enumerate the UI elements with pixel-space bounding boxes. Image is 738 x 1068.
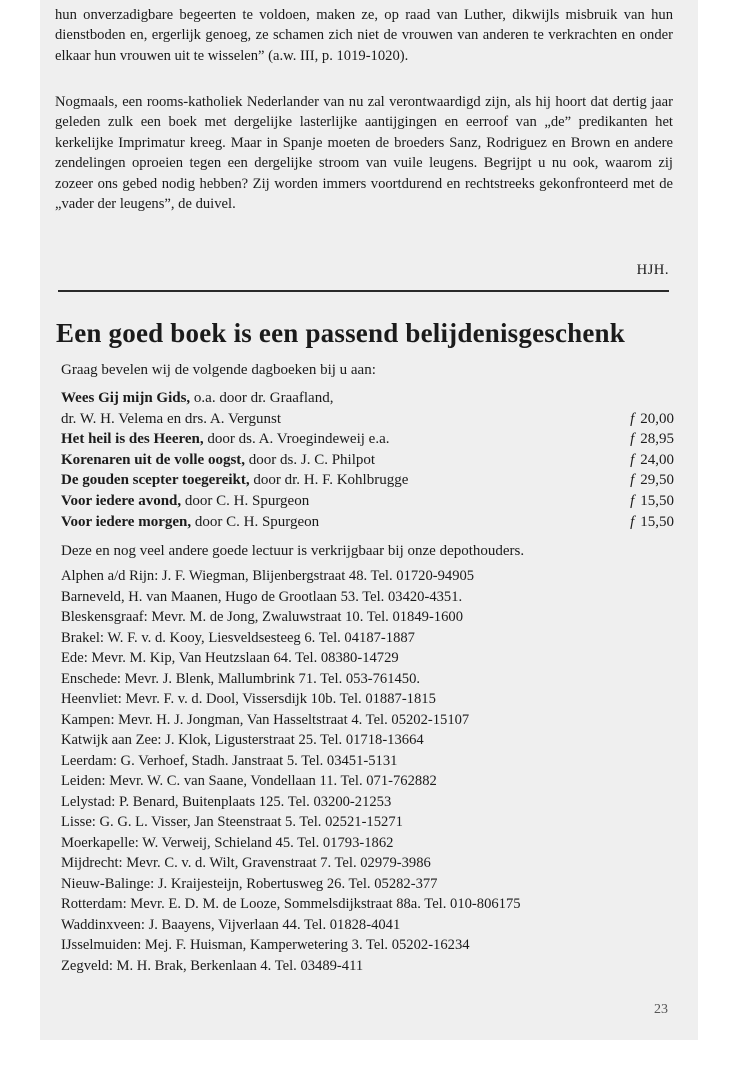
- depot-item: Waddinxveen: J. Baayens, Vijverlaan 44. Tel. 01828-4041: [61, 916, 401, 933]
- book-item: [61, 429, 674, 450]
- book-authors: door C. H. Spurgeon: [191, 513, 320, 530]
- article-paragraph-2: Nogmaals, een rooms-katholiek Nederlander van nu zal verontwaardigd zijn, als hij hoort dat dertig jaar geleden zulk een boek met dergelijke lasterlijke aantijgingen en eerroof van „de” predikanten het kerkelijke Imprimatur kreeg. Maar in Spanje moeten de broeders Sanz, Rodriguez en Brown en andere zendelingen oproeien tegen een dergelijke stroom van vuile leugens. Begrijpt u nu ook, waarom zij zozeer ons gebed nodig hebben? Zij worden immers voortdurend en rechtstreeks gekonfronteerd met de „vader der leugens”, de duivel.: [55, 94, 673, 213]
- bottom-margin: [0, 1040, 738, 1068]
- book-price: f 15,50: [630, 492, 674, 509]
- depot-item: Moerkapelle: W. Verweij, Schieland 45. Tel. 01793-1862: [61, 834, 394, 851]
- book-item: [61, 491, 674, 512]
- book-title: Wees Gij mijn Gids,: [61, 390, 191, 406]
- book-price: f 24,00: [630, 451, 674, 468]
- book-title: De gouden scepter toegereikt,: [61, 472, 250, 489]
- depot-item: Mijdrecht: Mevr. C. v. d. Wilt, Gravenstraat 7. Tel. 02979-3986: [61, 855, 431, 871]
- book-authors: door ds. J. C. Philpot: [245, 451, 376, 468]
- book-title: Het heil is des Heeren,: [61, 431, 204, 448]
- depot-item: Heenvliet: Mevr. F. v. d. Dool, Vissersdijk 10b. Tel. 01887-1815: [61, 691, 436, 707]
- depot-item: Zegveld: M. H. Brak, Berkenlaan 4. Tel. 03489-411: [61, 957, 364, 974]
- book-item: [61, 388, 674, 409]
- depot-list: [61, 566, 521, 976]
- book-title: Voor iedere morgen,: [61, 513, 192, 530]
- currency-symbol: f: [630, 472, 635, 489]
- currency-symbol: f: [630, 492, 635, 509]
- book-list: [61, 388, 674, 532]
- depot-item: IJsselmuiden: Mej. F. Huisman, Kamperwetering 3. Tel. 05202-16234: [61, 937, 470, 953]
- depot-item: Kampen: Mevr. H. J. Jongman, Van Hasseltstraat 4. Tel. 05202-15107: [61, 711, 470, 728]
- book-title: Korenaren uit de volle oogst,: [61, 451, 246, 468]
- section-divider: [58, 290, 669, 292]
- currency-symbol: f: [630, 431, 635, 448]
- depot-item: Alphen a/d Rijn: J. F. Wiegman, Blijenbergstraat 48. Tel. 01720-94905: [61, 568, 475, 584]
- depot-item: Katwijk aan Zee: J. Klok, Ligusterstraat 25. Tel. 01718-13664: [61, 732, 424, 748]
- depot-item: Brakel: W. F. v. d. Kooy, Liesveldsesteeg 6. Tel. 04187-1887: [61, 629, 415, 646]
- currency-symbol: f: [630, 410, 635, 427]
- depot-item: Nieuw-Balinge: J. Kraijesteijn, Robertusweg 26. Tel. 05282-377: [61, 875, 438, 892]
- book-price: f 20,00: [630, 410, 674, 427]
- depot-item: Bleskensgraaf: Mevr. M. de Jong, Zwaluwstraat 10. Tel. 01849-1600: [61, 609, 463, 625]
- book-price: f 29,50: [630, 472, 674, 489]
- book-authors: dr. W. H. Velema en drs. A. Vergunst: [61, 410, 281, 427]
- book-authors: o.a. door dr. Graafland,: [190, 390, 334, 406]
- article-paragraph-1: hun onverzadigbare begeerten te voldoen, maken ze, op raad van Luther, dikwijls misbruik van hun dienstboden en, ergerlijk genoeg, ze schamen zich niet de vrouwen van anderen te verkrachten en onder elkaar hun vrouwen uit te wisselen” (a.w. III, p. 1019-1020).: [55, 7, 673, 64]
- depot-item: Lisse: G. G. L. Visser, Jan Steenstraat 5. Tel. 02521-15271: [61, 814, 403, 830]
- book-authors: door dr. H. F. Kohlbrugge: [249, 472, 409, 489]
- depot-item: Ede: Mevr. M. Kip, Van Heutzslaan 64. Tel. 08380-14729: [61, 650, 399, 666]
- book-item: [61, 512, 674, 533]
- depot-item: Barneveld, H. van Maanen, Hugo de Grootlaan 53. Tel. 03420-4351.: [61, 588, 463, 605]
- depot-item: Leiden: Mevr. W. C. van Saane, Vondellaan 11. Tel. 071-762882: [61, 773, 437, 789]
- book-item: [61, 409, 674, 430]
- book-price: f 15,50: [630, 513, 674, 530]
- left-margin: [0, 0, 40, 1068]
- book-item: [61, 470, 674, 491]
- book-price: f 28,95: [630, 431, 674, 448]
- depot-item: Lelystad: P. Benard, Buitenplaats 125. Tel. 03200-21253: [61, 793, 392, 810]
- book-title: Voor iedere avond,: [61, 492, 182, 509]
- depot-item: Enschede: Mevr. J. Blenk, Mallumbrink 71. Tel. 053-761450.: [61, 670, 421, 687]
- article-signature: HJH.: [636, 262, 669, 278]
- currency-symbol: f: [630, 451, 635, 468]
- depot-intro: Deze en nog veel andere goede lectuur is verkrijgbaar bij onze depothouders.: [61, 543, 525, 559]
- ad-intro: Graag bevelen wij de volgende dagboeken bij u aan:: [61, 362, 376, 378]
- currency-symbol: f: [630, 513, 635, 530]
- depot-item: Rotterdam: Mevr. E. D. M. de Looze, Sommelsdijkstraat 88a. Tel. 010-806175: [61, 896, 521, 912]
- book-authors: door ds. A. Vroegindeweij e.a.: [203, 431, 390, 448]
- book-item: [61, 450, 674, 471]
- book-authors: door C. H. Spurgeon: [181, 492, 310, 509]
- page-number: 23: [654, 1002, 668, 1017]
- ad-heading: Een goed boek is een passend belijdenisgeschenk: [56, 318, 625, 348]
- depot-item: Leerdam: G. Verhoef, Stadh. Janstraat 5. Tel. 03451-5131: [61, 752, 398, 769]
